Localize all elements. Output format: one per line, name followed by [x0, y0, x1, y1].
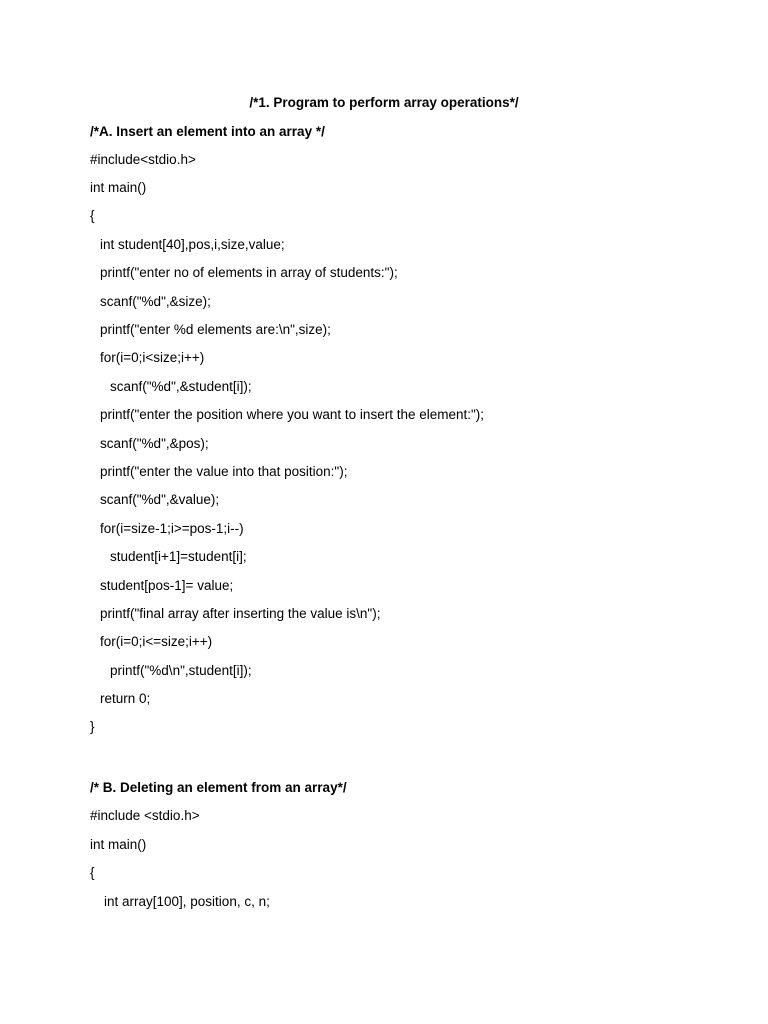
- code-line: scanf("%d",&pos);: [100, 436, 209, 451]
- code-line: int array[100], position, c, n;: [104, 894, 270, 909]
- code-line: printf("enter the value into that position:");: [100, 464, 348, 479]
- code-line: student[pos-1]= value;: [100, 578, 234, 593]
- code-line: printf("enter %d elements are:\n",size);: [100, 322, 331, 337]
- code-line: }: [90, 719, 95, 734]
- code-line: for(i=0;i<size;i++): [100, 350, 205, 365]
- code-line: for(i=0;i<=size;i++): [100, 634, 213, 649]
- code-line: scanf("%d",&value);: [100, 492, 220, 507]
- code-line: student[i+1]=student[i];: [110, 549, 247, 564]
- code-line: printf("enter no of elements in array of students:");: [100, 265, 398, 280]
- code-line: #include<stdio.h>: [90, 152, 196, 167]
- code-line: for(i=size-1;i>=pos-1;i--): [100, 521, 244, 536]
- code-line: scanf("%d",&student[i]);: [110, 379, 252, 394]
- code-line: int main(): [90, 837, 147, 852]
- code-line: int student[40],pos,i,size,value;: [100, 237, 285, 252]
- code-line: return 0;: [100, 691, 151, 706]
- code-line: {: [90, 208, 95, 223]
- code-line: int main(): [90, 180, 147, 195]
- section-b-heading: /* B. Deleting an element from an array*/: [90, 780, 347, 795]
- code-line: #include <stdio.h>: [90, 808, 200, 823]
- code-line: printf("%d\n",student[i]);: [110, 663, 252, 678]
- document-title: /*1. Program to perform array operations*/: [249, 95, 519, 110]
- code-line: {: [90, 865, 95, 880]
- section-a-heading: /*A. Insert an element into an array */: [90, 124, 325, 139]
- code-line: printf("enter the position where you want to insert the element:");: [100, 407, 485, 422]
- code-line: printf("final array after inserting the value is\n");: [100, 606, 381, 621]
- code-line: scanf("%d",&size);: [100, 294, 211, 309]
